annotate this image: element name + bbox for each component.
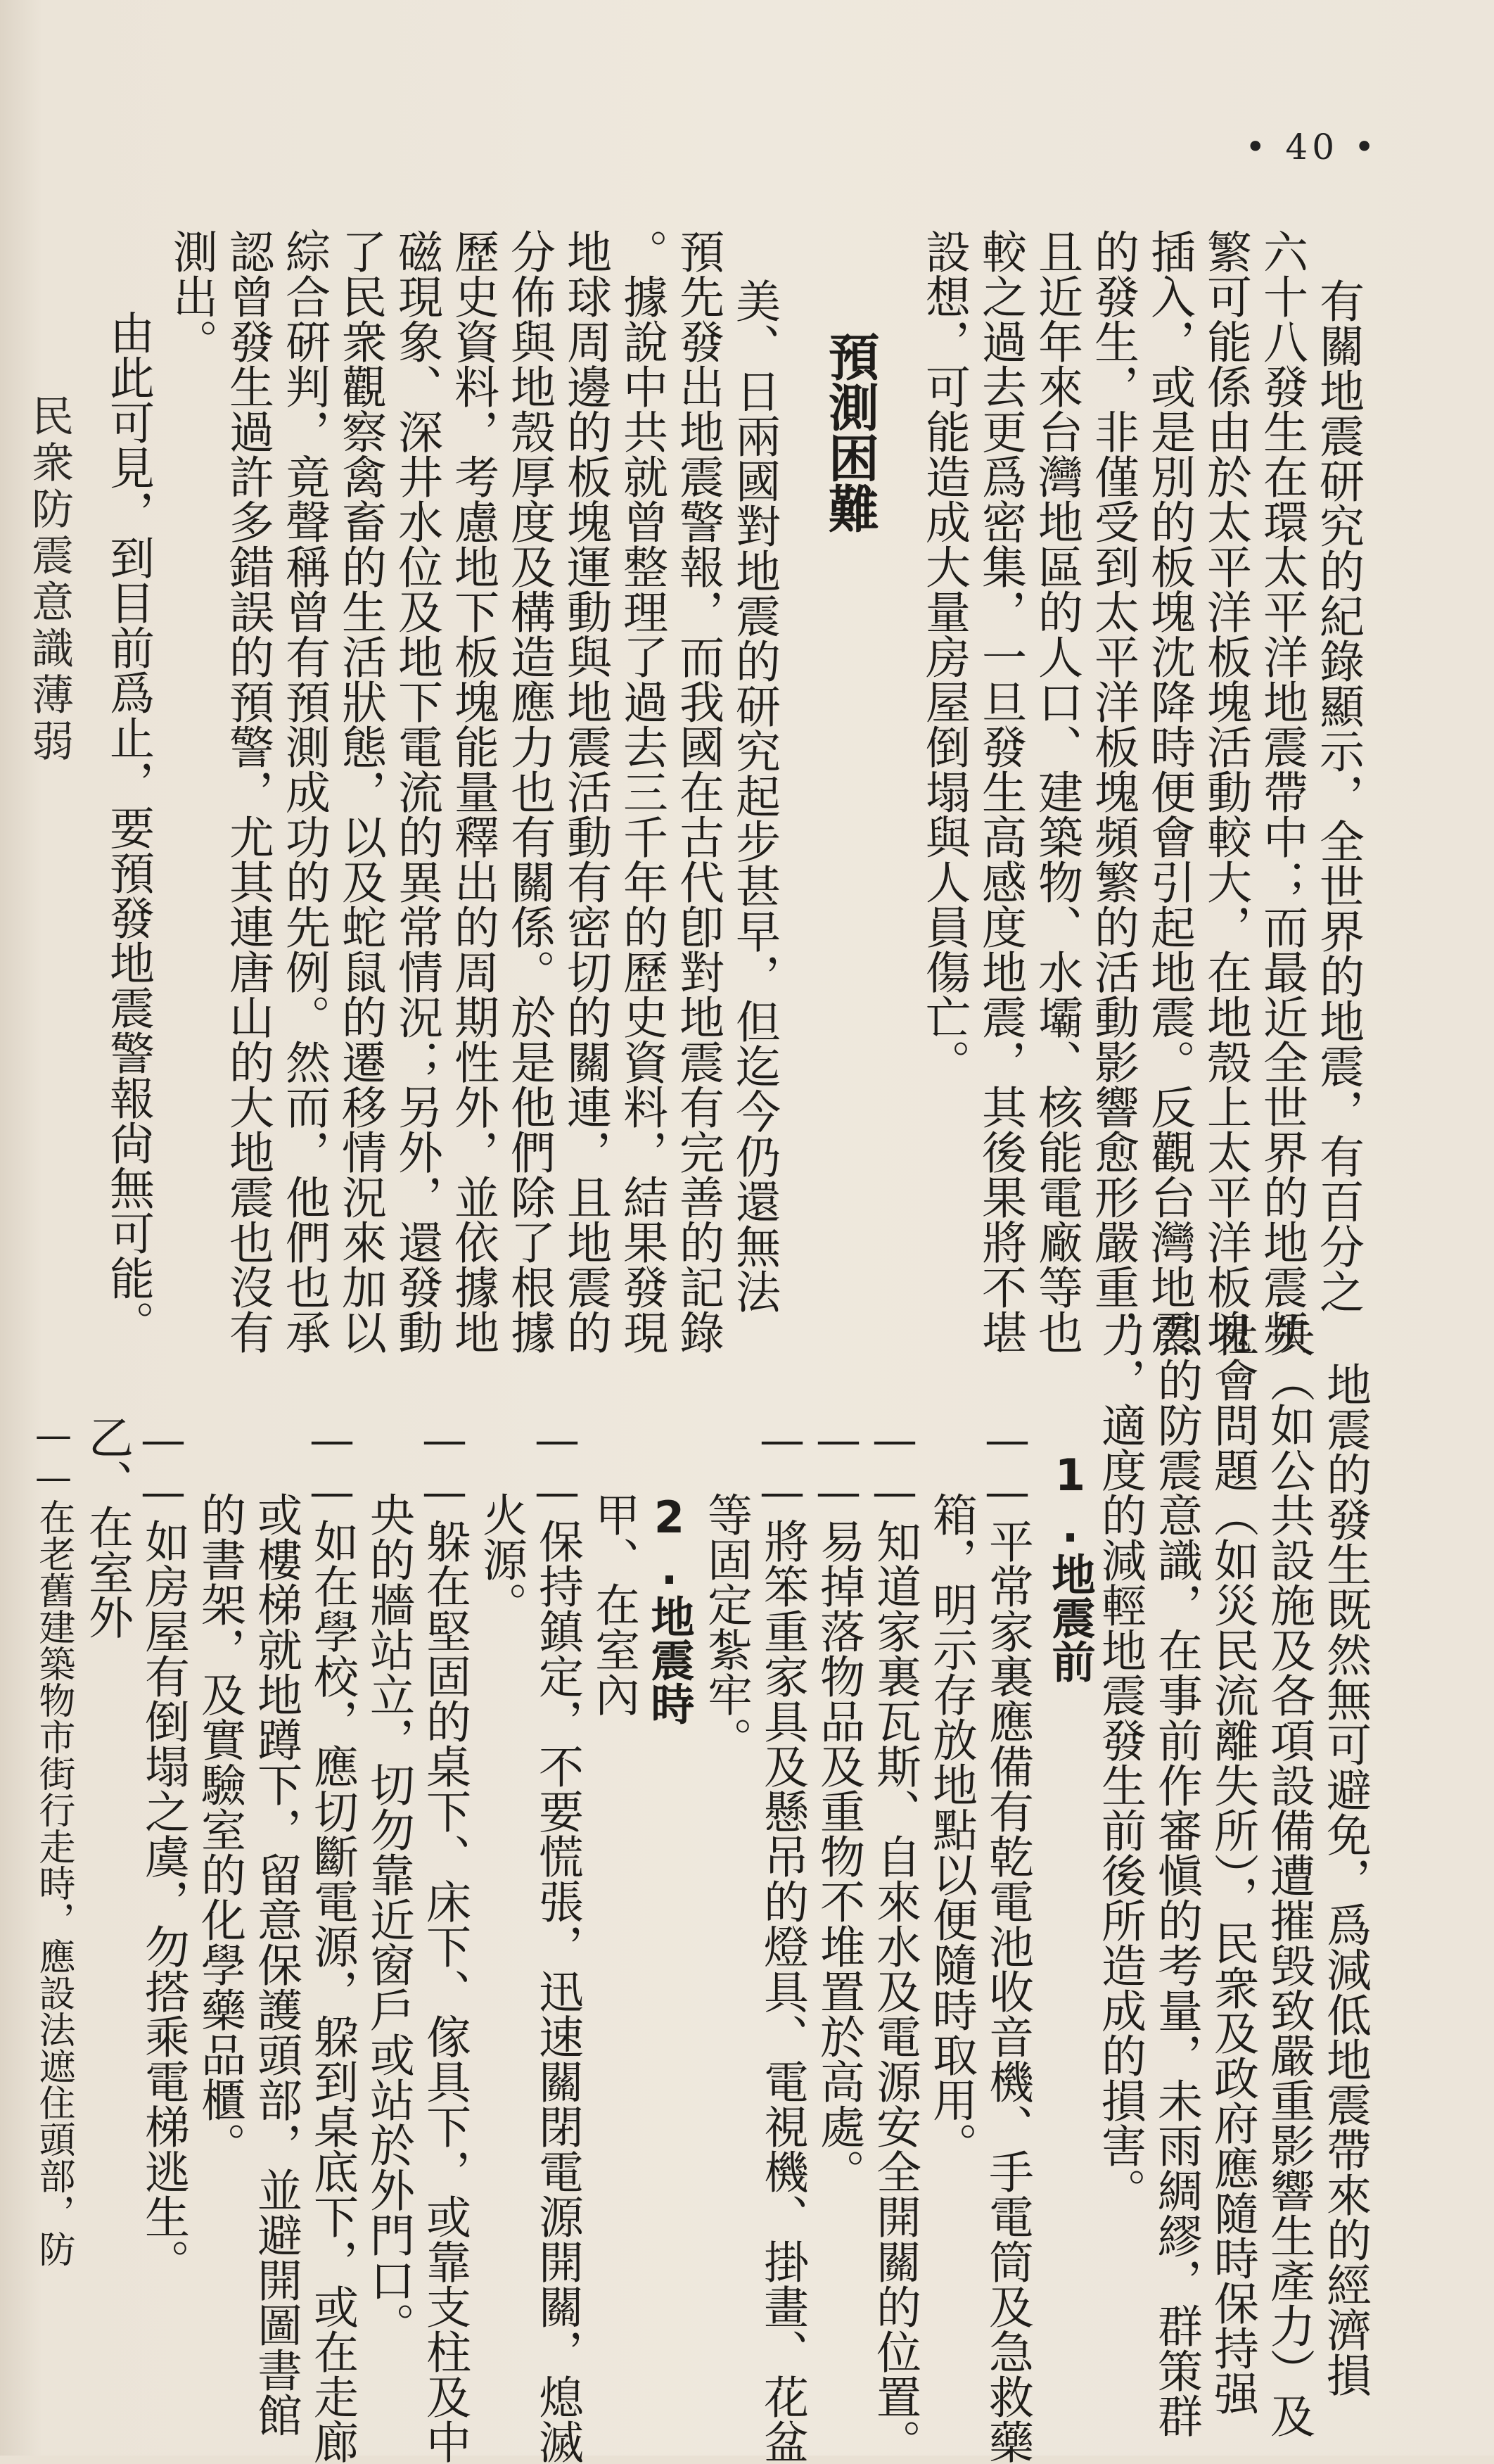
text-column: 有關地震研究的紀錄顯示，全世界的地震，有百分之 xyxy=(1312,278,1364,1314)
text-column: 較之過去更爲密集，一旦發生高感度地震，其後果將不堪 xyxy=(974,229,1026,1354)
text-column: ——在老舊建築物市街行走時，應設法遮住頭部，防 xyxy=(32,1414,75,2267)
text-column: 認曾發生過許多錯誤的預警，尤其連唐山的大地震也沒有 xyxy=(222,229,274,1354)
text-column: 箱，明示存放地點以便隨時取用。 xyxy=(925,1492,977,2167)
text-column: ——知道家裏瓦斯、自來水及電源安全開關的位置。 xyxy=(869,1414,921,2464)
text-column: 央的牆站立，切勿靠近窗戶或站於外門口。 xyxy=(362,1492,414,2347)
text-column: 設想，可能造成大量房屋倒塌與人員傷亡。 xyxy=(918,229,970,1084)
text-column: 了民衆觀察禽畜的生活狀態，以及蛇鼠的遷移情況來加以 xyxy=(334,229,386,1354)
text-column: 甲、在室內 xyxy=(587,1492,639,1717)
text-column: ——躲在堅固的桌下、床下、傢具下，或靠支柱及中 xyxy=(419,1414,471,2464)
text-column: 繁可能係由於太平洋板塊活動較大，在地殼上太平洋板塊 xyxy=(1199,229,1251,1354)
text-column: 乙、在室外 xyxy=(81,1414,133,1639)
text-column: 且近年來台灣地區的人口、建築物、水壩、核能電廠等也 xyxy=(1030,229,1083,1354)
subsection-heading: 2.地震時 xyxy=(644,1492,695,1725)
text-column: 或樓梯就地蹲下，留意保護頭部，並避開圖書館 xyxy=(250,1492,302,2437)
text-column: ——將笨重家具及懸吊的燈具、電視機、掛畫、花盆 xyxy=(756,1414,808,2464)
text-column: 火源。 xyxy=(475,1492,527,1627)
section-heading: 預測困難 xyxy=(820,331,880,533)
text-column: 預先發出地震警報，而我國在古代卽對地震有完善的記錄 xyxy=(672,229,724,1354)
text-column: 力，適度的減輕地震發生前後所造成的損害。 xyxy=(1094,1312,1146,2213)
subsection-heading: 1.地震前 xyxy=(1045,1449,1096,1683)
running-title: 民衆防震意識薄弱 xyxy=(25,394,74,766)
text-column: 的發生，非僅受到太平洋板塊頻繁的活動影響愈形嚴重， xyxy=(1087,229,1139,1354)
page-number: • 40 • xyxy=(1245,127,1379,167)
text-column: ——保持鎮定，不要慌張，迅速關閉電源開關，熄滅 xyxy=(531,1414,583,2464)
text-column: 地球周邊的板塊運動與地震活動有密切的關連，且地震的 xyxy=(559,229,611,1354)
text-column: 磁現象、深井水位及地下電流的異常情況；另外，還發動 xyxy=(390,229,442,1354)
text-column: 。據說中共就曾整理了過去三千年的歷史資料，結果發現 xyxy=(615,229,668,1354)
text-column: 分佈與地殼厚度及構造應力也有關係。於是他們除了根據 xyxy=(503,229,555,1354)
text-column: 的書架，及實驗室的化學藥品櫃。 xyxy=(193,1492,245,2167)
text-column: 測出。 xyxy=(165,229,217,364)
text-column: 烈的防震意識，在事前作審愼的考量，未雨綢繆，群策群 xyxy=(1150,1312,1202,2438)
text-column: ——平常家裏應備有乾電池收音機、手電筒及急救藥 xyxy=(981,1414,1033,2464)
text-column: 美、日兩國對地震的研究起步甚早，但迄今仍還無法 xyxy=(728,278,780,1314)
text-column: 社會問題（如災民流離失所），民衆及政府應隨時保持强 xyxy=(1206,1312,1258,2415)
text-column: 六十八發生在環太平洋地震帶中；而最近全世界的地震頻 xyxy=(1256,229,1308,1354)
text-column: ——如在學校，應切斷電源，躱到桌底下，或在走廊 xyxy=(306,1414,358,2464)
text-column: 綜合硏判，竟聲稱曾有預測成功的先例。然而，他們也承 xyxy=(278,229,330,1354)
text-column: 等固定紮牢。 xyxy=(700,1492,752,1762)
text-column: 歷史資料，考慮地下板塊能量釋出的周期性外，並依據地 xyxy=(447,229,499,1354)
text-column: ——如房屋有倒塌之虞，勿搭乘電梯逃生。 xyxy=(137,1414,189,2284)
text-column: 地震的發生既然無可避免，爲減低地震帶來的經濟損 xyxy=(1319,1361,1371,2397)
text-column: ——易掉落物品及重物不堆置於高處。 xyxy=(812,1414,864,2194)
text-column: 由此可見，到目前爲止，要預發地震警報尙無可能。 xyxy=(102,310,154,1345)
text-column: 失（如公共設施及各項設備遭摧毁致嚴重影響生產力）及 xyxy=(1263,1312,1315,2438)
text-column: 插入，或是別的板塊沈降時便會引起地震。反觀台灣地震 xyxy=(1143,229,1195,1354)
